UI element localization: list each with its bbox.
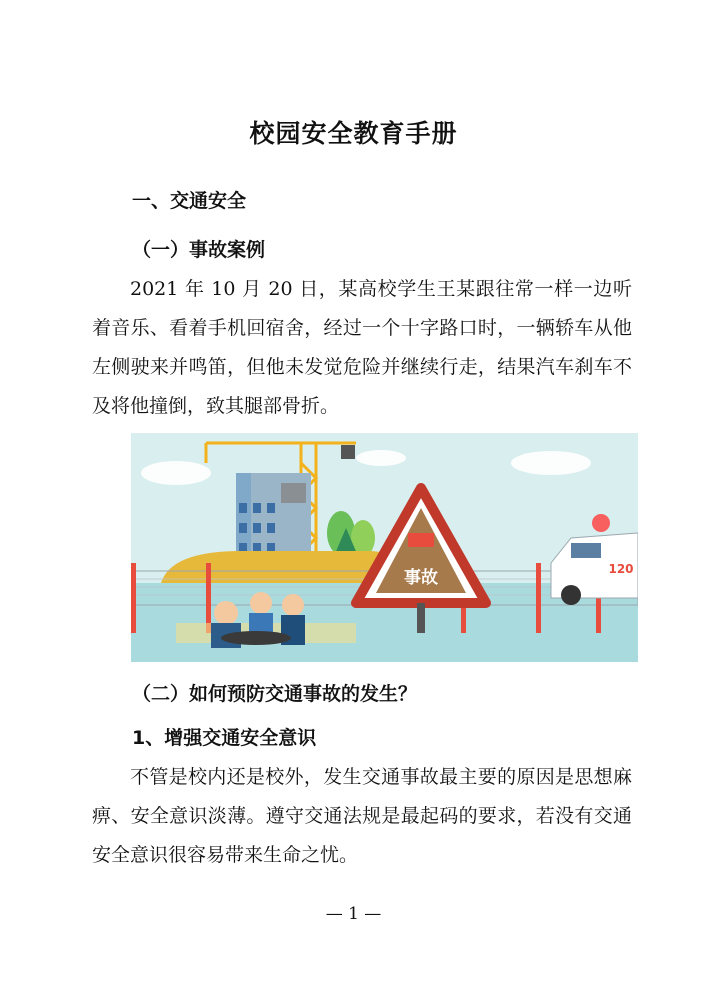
page-number: — 1 — xyxy=(325,904,382,924)
subheading-accident-case: （一）事故案例 xyxy=(132,239,266,261)
accident-case-paragraph: 2021 年 10 月 20 日，某高校学生王某跟往常一样一边听着音乐、看着手机回宿舍，经过一个十字路口时，一辆轿车从他左侧驶来并鸣笛，但他未发觉危险并继续行走，结果汽车刹车不及将他撞倒，致其腿部骨折。 xyxy=(92,278,632,417)
sign-text: 事故 xyxy=(404,568,438,588)
awareness-paragraph: 不管是校内还是校外，发生交通事故最主要的原因是思想麻痹、安全意识淡薄。遵守交通法规是最起码的要求，若没有交通安全意识很容易带来生命之忧。 xyxy=(92,766,632,866)
ambulance-number: 120 xyxy=(608,562,634,576)
subheading-prevention: （二）如何预防交通事故的发生？ xyxy=(132,683,418,705)
section-heading-traffic-safety: 一、交通安全 xyxy=(132,190,247,212)
document-title: 校园安全教育手册 xyxy=(249,119,458,148)
accident-illustration xyxy=(131,433,638,662)
heading-awareness: 1、增强交通安全意识 xyxy=(132,727,317,749)
